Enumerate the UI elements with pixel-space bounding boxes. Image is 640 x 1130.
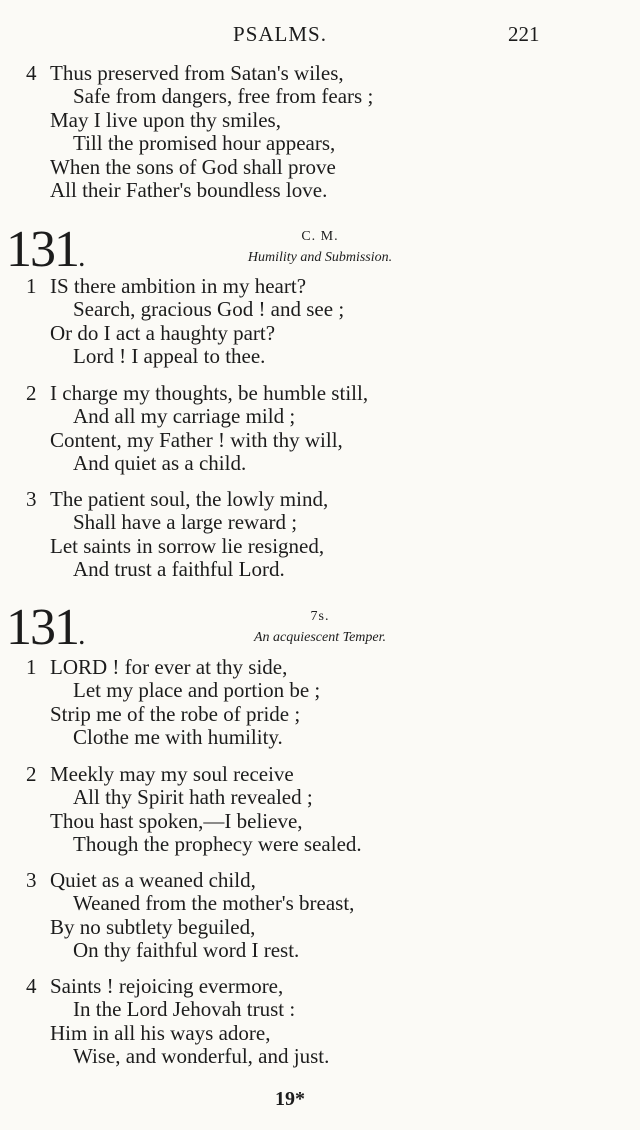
verse-line: Till the promised hour appears,	[73, 131, 336, 156]
hymn-number: 131.	[6, 221, 84, 278]
stanza-number: 2	[26, 762, 37, 786]
verse-line: 1 IS there ambition in my heart?	[26, 274, 307, 298]
stanza	[0, 975, 640, 1069]
verse-line: Thou hast spoken,—I believe,	[50, 808, 303, 833]
verse-line: By no subtlety beguiled,	[50, 914, 256, 939]
verse-line: And quiet as a child.	[73, 451, 247, 476]
stanza-number: 3	[26, 868, 37, 892]
verse-line: All their Father's boundless love.	[50, 177, 328, 202]
verse-line: Him in all his ways adore,	[50, 1020, 271, 1045]
verse-line: 4 Thus preserved from Satan's wiles,	[26, 61, 344, 85]
verse-line: May I live upon thy smiles,	[50, 107, 281, 132]
hymn-meter: 7s.	[310, 609, 330, 624]
verse-line: 4 Saints ! rejoicing evermore,	[26, 974, 284, 998]
hymn-theme: Humility and Submission.	[247, 250, 393, 265]
signature-mark: 19*	[275, 1088, 305, 1110]
stanza	[0, 763, 640, 857]
verse-line: Clothe me with humility.	[73, 725, 283, 750]
verse-line: 2 Meekly may my soul receive	[26, 762, 294, 786]
stanza	[0, 382, 640, 476]
stanza-number: 1	[26, 274, 37, 298]
verse-line: When the sons of God shall prove	[50, 154, 336, 179]
verse-line: 2 I charge my thoughts, be humble still,	[26, 381, 369, 405]
verse-line: 3 The patient soul, the lowly mind,	[26, 487, 329, 511]
verse-line: And trust a faithful Lord.	[73, 557, 285, 582]
running-title: PSALMS.	[233, 22, 327, 46]
verse-line: 3 Quiet as a weaned child,	[26, 868, 256, 892]
stanza-number: 4	[26, 974, 37, 998]
verse-line: Safe from dangers, free from fears ;	[73, 84, 374, 109]
verse-line: Or do I act a haughty part?	[50, 320, 276, 345]
stanza-continued	[0, 62, 640, 202]
verse-line: Search, gracious God ! and see ;	[73, 297, 345, 322]
stanza	[0, 275, 640, 369]
verse-line: Content, my Father ! with thy will,	[50, 427, 343, 452]
stanza	[0, 656, 640, 750]
stanza-number: 2	[26, 381, 37, 405]
stanza-number: 3	[26, 487, 37, 511]
hymn-theme: An acquiescent Temper.	[253, 630, 387, 645]
stanza-number: 1	[26, 655, 37, 679]
verse-line: Strip me of the robe of pride ;	[50, 701, 301, 726]
verse-line: Lord ! I appeal to thee.	[73, 344, 266, 369]
stanza-number: 4	[26, 61, 37, 85]
verse-line: Though the prophecy were sealed.	[73, 832, 362, 857]
verse-line: Let my place and portion be ;	[73, 678, 321, 703]
verse-line: In the Lord Jehovah trust :	[73, 997, 296, 1022]
verse-line: Wise, and wonderful, and just.	[73, 1044, 330, 1069]
verse-line: Shall have a large reward ;	[73, 510, 298, 535]
hymn-meter: C. M.	[301, 229, 339, 244]
page-number: 221	[508, 22, 540, 46]
verse-line: Let saints in sorrow lie resigned,	[50, 533, 325, 558]
hymn-number: 131.	[6, 599, 84, 656]
verse-line: 1 LORD ! for ever at thy side,	[26, 655, 288, 679]
verse-line: On thy faithful word I rest.	[73, 938, 300, 963]
verse-line: And all my carriage mild ;	[73, 404, 296, 429]
stanza	[0, 488, 640, 582]
stanza	[0, 869, 640, 963]
verse-line: Weaned from the mother's breast,	[73, 891, 355, 916]
verse-line: All thy Spirit hath revealed ;	[73, 785, 313, 810]
